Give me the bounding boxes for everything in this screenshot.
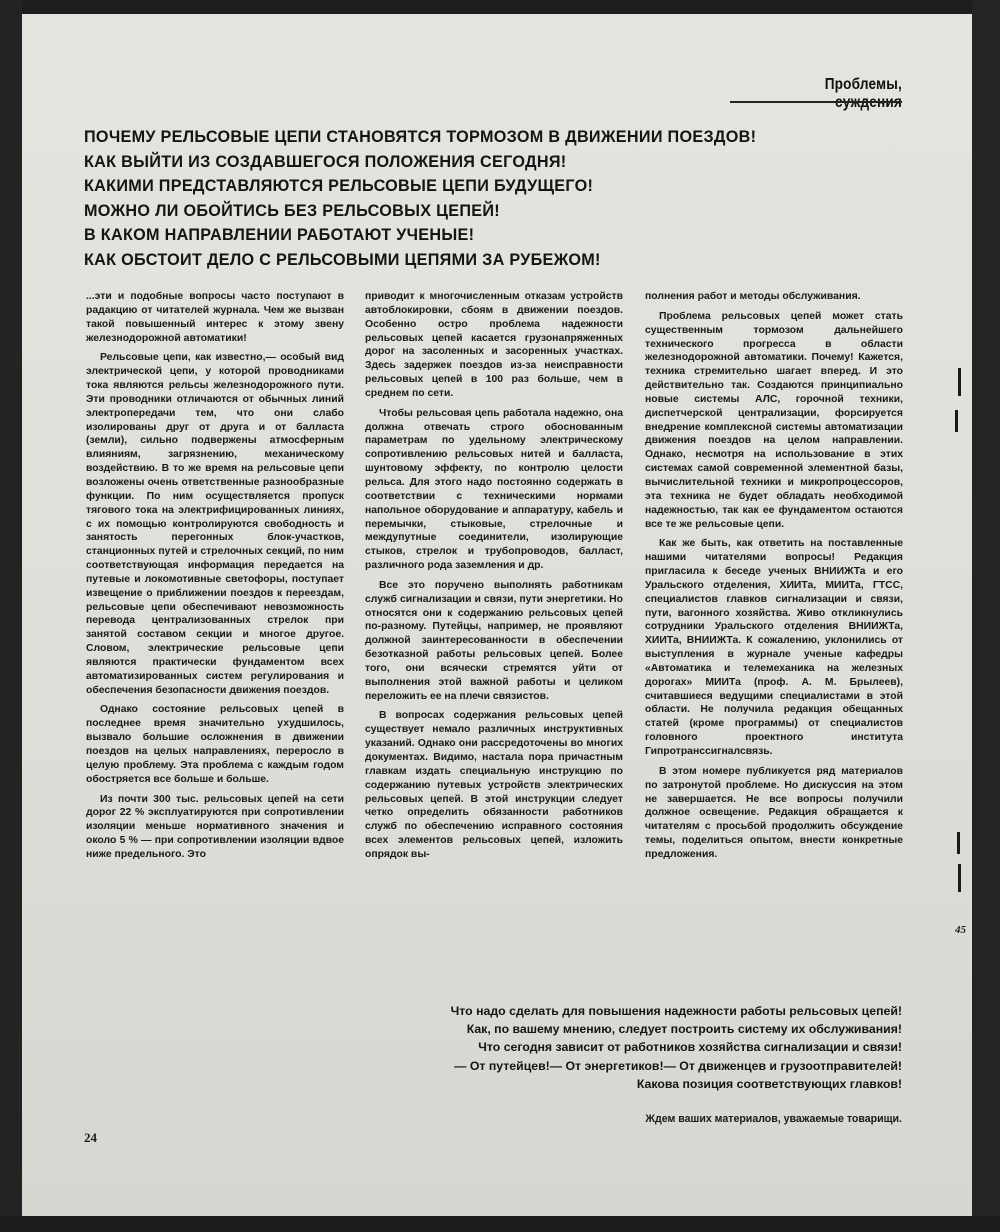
- question-line: — От путейцев!— От энергетиков!— От движенцев и грузоотправителей!: [454, 1058, 902, 1073]
- paragraph: Как же быть, как ответить на поставленные нашими читателями вопросы! Редакция пригласила к беседе ученых ВНИИЖТа и его Уральского отделения, ХИИТа, МИИТа, ГТСС, специалистов главков сигнализации и связи, пути, вагонного хозяйства. Живо откликнулись сотрудники Уральского отделения ВНИИЖТа, ХИИТа, ВНИИЖТа. К сожалению, уклонились от выступления в журнале ученые кафедры «Автоматика и телемеханика на железных дорогах» МИИТа (проф. А. М. Брылеев), считавшиеся ведущими специалистами в этой области. Не получила редакция обещанных статей (кроме программы) от специалистов головного проектного института Гипротранссигналсвязь.: [645, 538, 903, 757]
- scanner-frame-left: [0, 0, 22, 1232]
- section-rubric: Проблемы,: [824, 76, 902, 93]
- scanner-frame-bottom: [0, 1216, 1000, 1232]
- paragraph: Проблема рельсовых цепей может стать существенным тормозом дальнейшего технического прогресса в области железнодорожной автоматики. Почему! Кажется, техника стремительно шагает вперед. И это действительно так. Создаются принципиально новые системы АЛС, горочной техники, диспетчерской централизации, форсируется внедрение комплексной системы автоматизации движения поездов на целом направлении. Однако, несмотря на использование в этих системах самой современной элементной базы, вычислительной техники и микропроцессоров, эта техника не будет обладать необходимой надежностью, так как ее фундаментом остаются все те же рельсовые цепи.: [645, 310, 903, 530]
- headline-line: В КАКОМ НАПРАВЛЕНИИ РАБОТАЮТ УЧЕНЫЕ!: [84, 226, 475, 245]
- paragraph: ...эти и подобные вопросы часто поступают в радакцию от читателей журнала. Чем же вызван такой повышенный интерес к этому звену железнодорожной автоматики!: [86, 291, 344, 344]
- binding-mark: [957, 832, 960, 854]
- headline-line: КАК ВЫЙТИ ИЗ СОЗДАВШЕГОСЯ ПОЛОЖЕНИЯ СЕГОДНЯ!: [84, 152, 567, 171]
- editorial-signoff: Ждем ваших материалов, уважаемые товарищи.: [645, 1113, 902, 1125]
- page-number: 24: [84, 1130, 97, 1145]
- binding-mark: [958, 864, 961, 892]
- paragraph: Рельсовые цепи, как известно,— особый вид электрической цепи, у которой проводниками тока являются рельсы железнодорожного пути. Эти проводники отличаются от обычных линий электропередачи тем, что они слабо изолированы друг от друга и от балласта (земли), сильно подвержены атмосферным влияниям, загрязнению, механическому воздействию. В то же время на рельсовые цепи возложены очень ответственные разнообразные функции. По ним осуществляется пропуск тягового тока на электрифицированных линиях, с их помощью контролируются свободность и занятость перегонных блок-участков, станционных путей и стрелочных секций, по ним соответствующая информация передается на путевые и локомотивные светофоры, поступает извещение о приближении поездов к переездам, рельсовые цепи обеспечивают невозможность перевода централизованных стрелок при занятой составом секции и многое другое. Словом, электрические рельсовые цепи являются практически фундаментом всех автоматизированных систем регулирования и обеспечения безопасности движения поездов.: [86, 352, 344, 696]
- rubric-underline: [730, 101, 902, 103]
- paragraph: В этом номере публикуется ряд материалов по затронутой проблеме. Но дискуссия на этом не завершается. Не все вопросы получили должное освещение. Редакция обращается к читателям с просьбой продолжить обсуждение темы, поделиться опытом, внести конкретные предложения.: [645, 765, 903, 860]
- question-line: Как, по вашему мнению, следует построить систему их обслуживания!: [466, 1022, 902, 1037]
- paragraph: Все это поручено выполнять работникам служб сигнализации и связи, пути энергетики. Но относятся они к содержанию рельсовых цепей по-разному. Путейцы, например, не проявляют должной заинтересованности в обеспечении безотказной работы рельсовых цепей. Более того, они всячески стремятся уйти от выполнения этой важной работы и целиком переложить ее на плечи связистов.: [365, 579, 623, 702]
- headline-block: [84, 125, 914, 273]
- text-column-3: [645, 290, 903, 868]
- paragraph: В вопросах содержания рельсовых цепей существует немало различных инструктивных указаний. Однако они рассредоточены во многих документах. Видимо, настала пора причастным главкам издать специальную инструкцию по содержанию путевых устройств электрических рельсовых цепей. В этой инструкции следует четко определить обязанности работников служб по обеспечению исправного состояния всех элементов рельсовых цепей, изложить опрядок вы-: [365, 710, 623, 860]
- facing-page-number: 45: [955, 924, 966, 936]
- question-line: Какова позиция соответствующих главков!: [636, 1076, 902, 1091]
- scanner-frame-top: [0, 0, 1000, 14]
- paragraph: приводит к многочисленным отказам устройств автоблокировки, сбоям в движении поездов. Особенно остро проблема надежности рельсовых цепей касается грузонапряженных дорог на засоленных и засоренных участках. Здесь задержек поездов из-за неисправности рельсовых цепей в 100 раз больше, чем в среднем по сети.: [365, 291, 623, 399]
- headline-line: КАКИМИ ПРЕДСТАВЛЯЮТСЯ РЕЛЬСОВЫЕ ЦЕПИ БУДУЩЕГО!: [84, 177, 594, 196]
- scanner-frame-right: [972, 0, 1000, 1232]
- headline-line: ПОЧЕМУ РЕЛЬСОВЫЕ ЦЕПИ СТАНОВЯТСЯ ТОРМОЗОМ В ДВИЖЕНИИ ПОЕЗДОВ!: [84, 128, 757, 146]
- closing-questions: [312, 1002, 902, 1093]
- paragraph: Однако состояние рельсовых цепей в последнее время значительно ухудшилось, вызвало большие осложнения в движении поездов на целых направлениях, переросло в целую проблему. Эта проблема с каждым годом обостряется все больше и больше.: [86, 704, 344, 785]
- text-column-2: [365, 290, 623, 868]
- question-line: Что надо сделать для повышения надежности работы рельсовых цепей!: [450, 1004, 902, 1018]
- paragraph: Чтобы рельсовая цепь работала надежно, она должна отвечать строго обоснованным параметрам по удельному электрическому сопротивлению рельсовых нитей и балласта, шунтовому эффекту, по контролю целости рельса. Для этого надо постоянно содержать в соответствии с техническими нормами напольное оборудование и аппаратуру, кабель и перемычки, стыковые, стрелочные и междупутные соединители, изолирующие стыков, стрелок и трубопроводов, балласт, различного рода заземления и др.: [365, 407, 623, 572]
- headline-line: КАК ОБСТОИТ ДЕЛО С РЕЛЬСОВЫМИ ЦЕПЯМИ ЗА РУБЕЖОМ!: [84, 250, 601, 269]
- paragraph: полнения работ и методы обслуживания.: [645, 291, 861, 302]
- binding-mark: [955, 410, 958, 432]
- binding-mark: [958, 368, 961, 396]
- headline-line: МОЖНО ЛИ ОБОЙТИСЬ БЕЗ РЕЛЬСОВЫХ ЦЕПЕЙ!: [84, 201, 500, 220]
- question-line: Что сегодня зависит от работников хозяйства сигнализации и связи!: [478, 1040, 902, 1055]
- paragraph: Из почти 300 тыс. рельсовых цепей на сети дорог 22 % эксплуатируются при сопротивлении изоляции меньше нормативного значения и около 5 % — при сопротивлении изоляции вдвое ниже предельного. Это: [86, 793, 344, 860]
- text-column-1: [86, 290, 344, 868]
